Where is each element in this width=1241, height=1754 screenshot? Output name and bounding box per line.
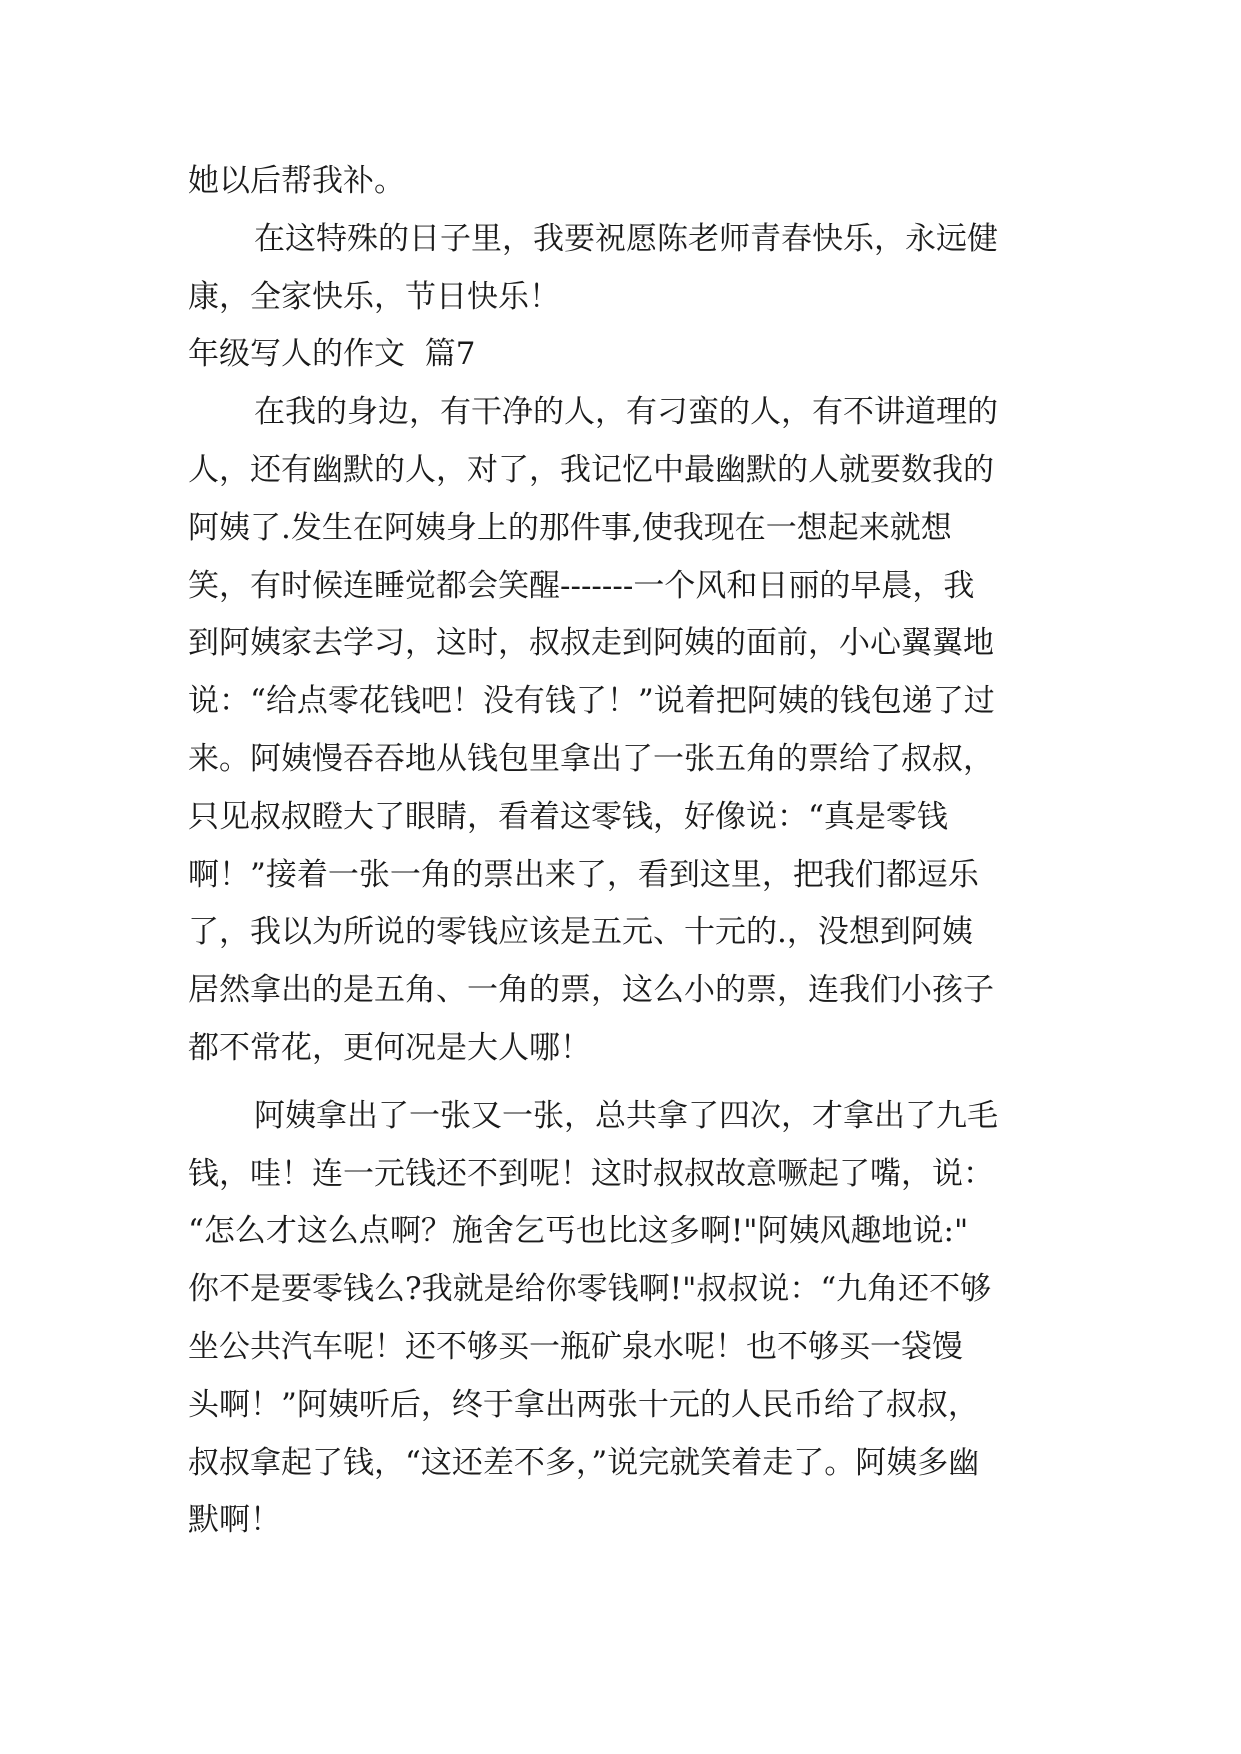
text-line: 默啊！ xyxy=(188,1502,281,1539)
text-line: “怎么才这么点啊？施舍乞丐也比这多啊!"阿姨风趣地说:" xyxy=(188,1213,969,1250)
text-line: 人，还有幽默的人，对了，我记忆中最幽默的人就要数我的 xyxy=(188,451,994,488)
text-line: 叔叔拿起了钱，“这还差不多，”说完就笑着走了。阿姨多幽 xyxy=(188,1444,980,1481)
text-line: 在我的身边，有干净的人，有刁蛮的人，有不讲道理的 xyxy=(254,394,998,431)
paragraph xyxy=(188,384,1058,1078)
paragraph xyxy=(188,1088,1058,1550)
text-line: 阿姨拿出了一张又一张，总共拿了四次，才拿出了九毛 xyxy=(254,1097,998,1134)
text-line: 说：“给点零花钱吧！没有钱了！”说着把阿姨的钱包递了过 xyxy=(188,683,995,720)
section-heading: 年级写人的作文 篇7 xyxy=(188,336,476,373)
document-body xyxy=(188,153,1058,1550)
text-line: 你不是要零钱么?我就是给你零钱啊!"叔叔说：“九角还不够 xyxy=(188,1271,992,1308)
text-line: 头啊！”阿姨听后，终于拿出两张十元的人民币给了叔叔， xyxy=(188,1386,979,1423)
text-line: 坐公共汽车呢！还不够买一瓶矿泉水呢！也不够买一袋馒 xyxy=(188,1328,963,1365)
paragraph-gap xyxy=(188,1078,1058,1088)
text-line: 康，全家快乐，节日快乐！ xyxy=(188,278,560,315)
text-line: 钱，哇！连一元钱还不到呢！这时叔叔故意噘起了嘴，说： xyxy=(188,1155,994,1192)
text-line: 了，我以为所说的零钱应该是五元、十元的.，没想到阿姨 xyxy=(188,914,973,951)
text-line: 啊！”接着一张一角的票出来了，看到这里，把我们都逗乐 xyxy=(188,856,979,893)
text-line: 笑，有时候连睡觉都会笑醒-------一个风和日丽的早晨，我 xyxy=(188,567,975,604)
text-line: 都不常花，更何况是大人哪！ xyxy=(188,1029,591,1066)
text-line: 只见叔叔瞪大了眼睛，看着这零钱，好像说：“真是零钱 xyxy=(188,798,948,835)
text-line: 在这特殊的日子里，我要祝愿陈老师青春快乐，永远健 xyxy=(254,220,998,257)
text-line: 居然拿出的是五角、一角的票，这么小的票，连我们小孩子 xyxy=(188,972,994,1009)
text-line: 阿姨了.发生在阿姨身上的那件事,使我现在一想起来就想 xyxy=(188,509,952,546)
text-line: 她以后帮我补。 xyxy=(188,163,405,199)
text-line: 来。阿姨慢吞吞地从钱包里拿出了一张五角的票给了叔叔， xyxy=(188,740,994,777)
text-line: 到阿姨家去学习，这时，叔叔走到阿姨的面前，小心翼翼地 xyxy=(188,625,994,662)
